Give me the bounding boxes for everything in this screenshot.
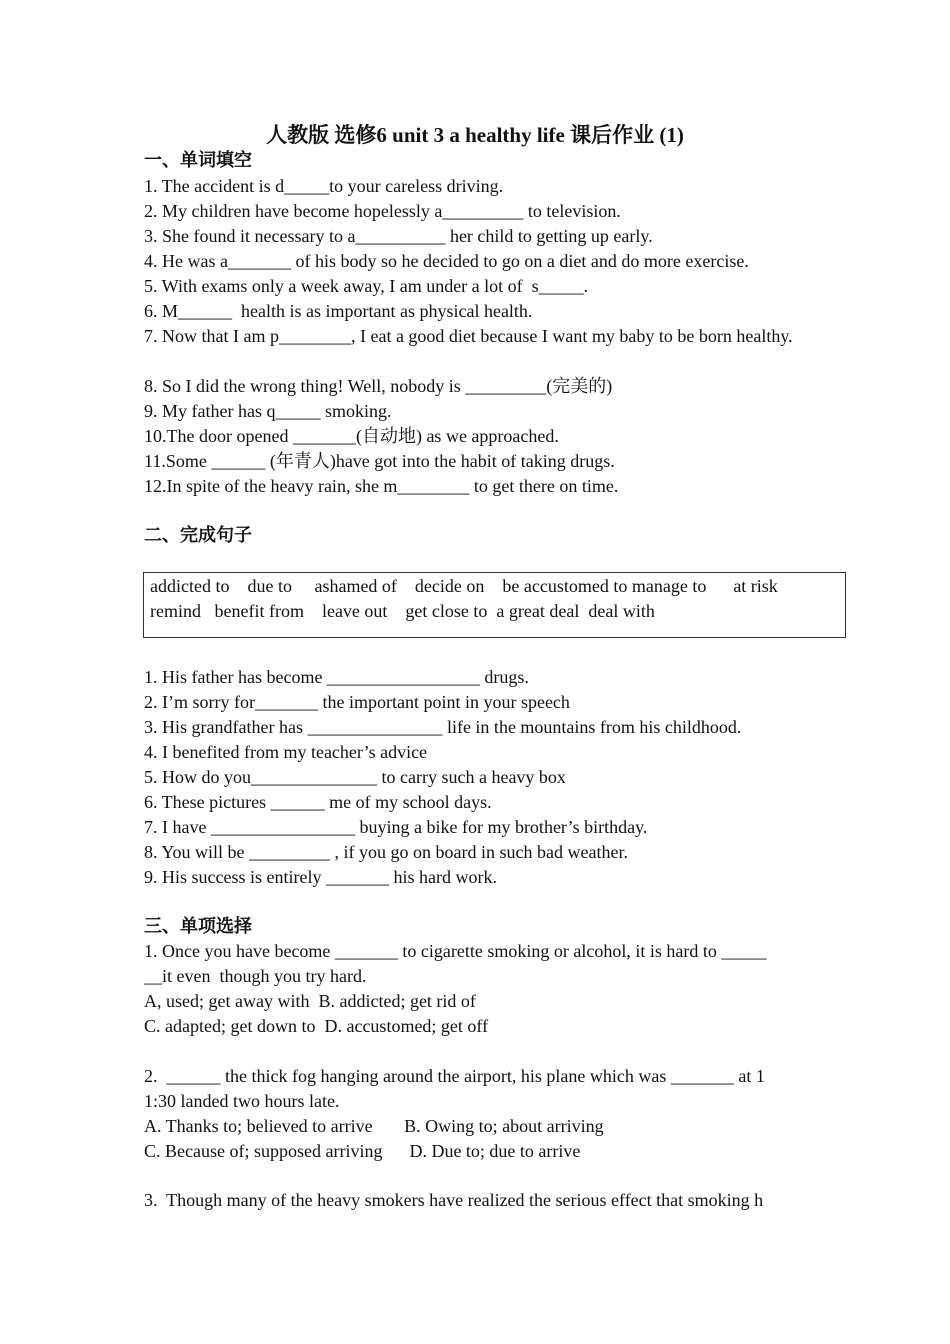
list-item: 1. His father has become _________________ drugs. — [144, 667, 529, 687]
question-line: 2. ______ the thick fog hanging around the airport, his plane which was _______ at 1 — [144, 1066, 765, 1086]
option-line: A, used; get away with B. addicted; get rid of — [144, 991, 476, 1011]
question-1 — [144, 939, 806, 1039]
option-line: C. Because of; supposed arriving D. Due to; due to arrive — [144, 1141, 581, 1161]
list-item: 9. My father has q_____ smoking. — [144, 401, 392, 421]
list-item: 1. The accident is d_____to your careless driving. — [144, 176, 504, 196]
list-item: 11.Some ______ (年青人)have got into the habit of taking drugs. — [144, 451, 615, 471]
list-item: 5. With exams only a week away, I am under a lot of s_____. — [144, 276, 589, 296]
list-item: 4. I benefited from my teacher’s advice — [144, 742, 428, 762]
section-2-list — [144, 665, 806, 890]
word-bank-line: remind benefit from leave out get close to a great deal deal with — [150, 601, 655, 621]
list-item: 8. So I did the wrong thing! Well, nobody is _________(完美的) — [144, 376, 613, 396]
section-3-heading: 三、单项选择 — [144, 916, 252, 937]
document-title: 人教版 选修6 unit 3 a healthy life 课后作业 (1) — [266, 123, 684, 147]
list-item: 12.In spite of the heavy rain, she m________ to get there on time. — [144, 476, 619, 496]
question-line: 1:30 landed two hours late. — [144, 1091, 340, 1111]
list-item: 4. He was a_______ of his body so he decided to go on a diet and do more exercise. — [144, 251, 749, 271]
list-item: 8. You will be _________ , if you go on board in such bad weather. — [144, 842, 628, 862]
section-1-list — [144, 174, 806, 499]
list-item: 2. I’m sorry for_______ the important point in your speech — [144, 692, 570, 712]
list-item: 6. M______ health is as important as physical health. — [144, 301, 533, 321]
list-item: 7. I have ________________ buying a bike for my brother’s birthday. — [144, 817, 648, 837]
list-item: 6. These pictures ______ me of my school days. — [144, 792, 492, 812]
question-2 — [144, 1064, 806, 1164]
word-bank-line: addicted to due to ashamed of decide on be accustomed to manage to at risk — [150, 576, 778, 596]
list-item: 3. His grandfather has _______________ life in the mountains from his childhood. — [144, 717, 742, 737]
list-item: 9. His success is entirely _______ his hard work. — [144, 867, 497, 887]
list-item: 10.The door opened _______(自动地) as we approached. — [144, 426, 559, 446]
list-item: 3. She found it necessary to a__________ her child to getting up early. — [144, 226, 653, 246]
option-line: C. adapted; get down to D. accustomed; get off — [144, 1016, 489, 1036]
list-item: 7. Now that I am p________, I eat a good diet because I want my baby to be born healthy. — [144, 326, 793, 346]
list-item: 2. My children have become hopelessly a_________ to television. — [144, 201, 621, 221]
question-line: __it even though you try hard. — [144, 966, 367, 986]
question-line: 1. Once you have become _______ to cigarette smoking or alcohol, it is hard to _____ — [144, 941, 767, 961]
word-bank-box — [143, 572, 846, 638]
question-line: 3. Though many of the heavy smokers have realized the serious effect that smoking h — [144, 1190, 764, 1210]
question-3 — [144, 1188, 806, 1213]
option-line: A. Thanks to; believed to arrive B. Owing to; about arriving — [144, 1116, 604, 1136]
list-item: 5. How do you______________ to carry such a heavy box — [144, 767, 566, 787]
section-1-heading: 一、单词填空 — [144, 150, 252, 171]
section-2-heading: 二、完成句子 — [144, 525, 252, 546]
